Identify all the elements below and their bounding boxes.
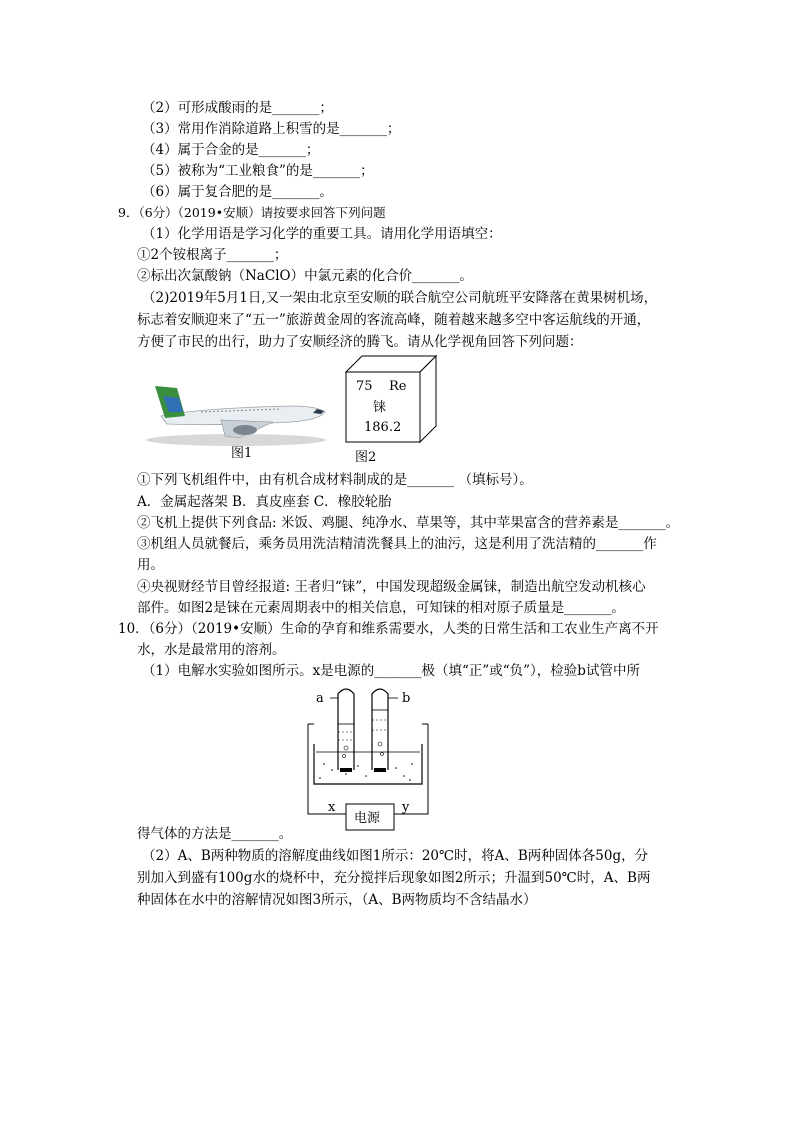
tube-b-label: b [402,691,411,706]
question-9-part-1-a: ①2个铵根离子_______； [137,247,288,263]
power-supply-label: 电源 [354,811,381,826]
question-8-item-6: （6）属于复合肥的是_______。 [142,184,333,200]
question-10-part-2-line1: （2）A、B两种物质的溶解度曲线如图1所示：20℃时，将A、B两种固体各50g，分 [142,848,649,864]
element-symbol: Re [389,379,407,394]
question-9-sub-4: ④央视财经节目曾经报道: 王者归“铼”，中国发现超级金属铼，制造出航空发动机核心 [137,579,646,595]
figure-1-caption: 图1 [231,446,253,461]
question-9-part-2-line1: （2)2019年5月1日,又一架由北京至安顺的联合航空公司航班平安降落在黄果树机场， [142,290,658,306]
question-10-part-2-line3: 种固体在水中的溶解情况如图3所示，（A、B两物质均不含结晶水） [137,892,537,908]
element-name: 铼 [373,400,387,415]
electrode-b [374,768,386,772]
question-10-part-1: （1）电解水实验如图所示。x是电源的_______极（填“正”或“负”），检验b试管中所 [142,663,640,679]
question-9-part-1: （1）化学用语是学习化学的重要工具。请用化学用语填空： [142,226,502,242]
water-trough [314,744,422,784]
question-9-sub-4-cont: 部件。如图2是铼在元素周期表中的相关信息，可知铼的相对原子质量是_______。 [137,600,625,616]
question-10-header: 10．（6分）（2019•安顺）生命的孕育和维系需要水，人类的日常生活和工农业生产离不开 [118,621,659,637]
question-9-sub-3-cont: 用。 [137,557,164,573]
wire-y [394,724,428,814]
question-8-item-5: （5）被称为“工业粮食”的是_______； [142,163,374,179]
question-10-part-1-cont: 得气体的方法是_______。 [137,826,293,842]
question-10-header-cont: 水，水是最常用的溶剂。 [137,642,286,658]
question-9-sub-2: ②飞机上提供下列食品: 米饭、鸡腿、纯净水、草果等，其中苹果富含的营养素是_______。 [137,515,680,531]
question-8-item-2: （2）可形成酸雨的是_______； [142,100,333,116]
engine [233,425,257,435]
test-tube-a [338,689,354,770]
question-9-sub-3: ③机组人员就餐后，乘务员用洗洁精清洗餐具上的油污，这是利用了洗洁精的_______作 [137,536,657,552]
figure-2-caption: 图2 [355,450,377,465]
question-9-part-2-line2: 标志着安顺迎来了“五一”旅游黄金周的客流高峰，随着越来越多空中客运航线的开通， [137,312,651,328]
airplane-image [141,378,331,448]
question-10-part-2-line2: 别加入到盛有100g水的烧杯中，充分搅拌后现象如图2所示；升温到50℃时，A、B两 [137,870,651,886]
question-9-header: 9．（6分）（2019•安顺）请按要求回答下列问题 [118,205,386,220]
question-9-part-1-b: ②标出次氯酸钠（NaClO）中氯元素的化合价_______。 [137,268,473,284]
element-mass: 186.2 [364,420,402,435]
question-8-item-3: （3）常用作消除道路上积雪的是_______； [142,121,401,137]
question-9-sub-1-options: A．金属起落架 B．真皮座套 C．橡胶轮胎 [137,494,392,510]
figure-airplane [141,378,331,448]
terminal-x-label: x [328,800,336,815]
electrode-a [340,768,352,772]
question-9-sub-1: ①下列飞机组件中，由有机合成材料制成的是_______ （填标号）。 [137,472,533,488]
test-tube-b [372,689,388,770]
question-9-part-2-line3: 方便了市民的出行，助力了安顺经济的腾飞。请从化学视角回答下列问题： [137,334,583,350]
water-dots [319,763,413,781]
question-8-item-4: （4）属于合金的是_______； [142,142,320,158]
tube-a-label: a [316,691,324,706]
terminal-y-label: y [402,800,410,815]
element-atomic-number: 75 [356,379,373,394]
